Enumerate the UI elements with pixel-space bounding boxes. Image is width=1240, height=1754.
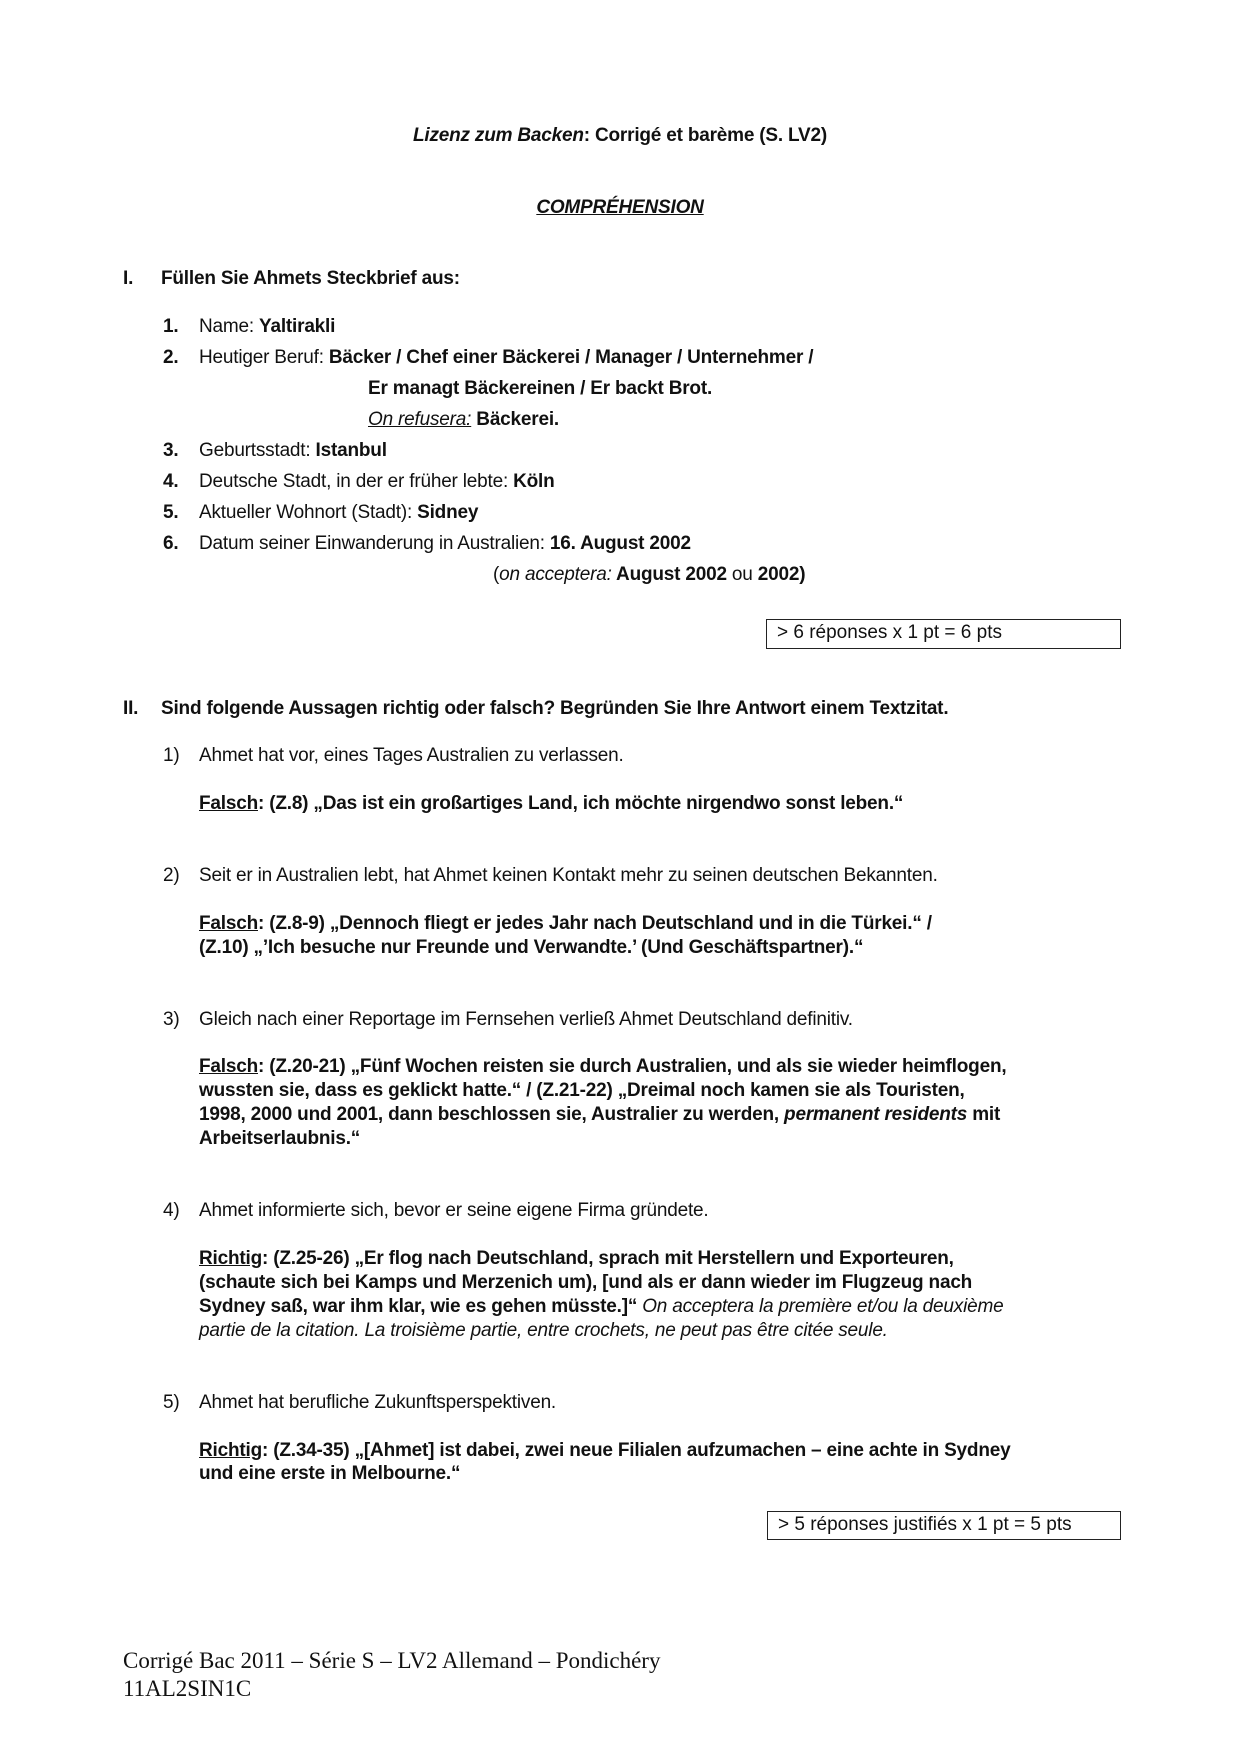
section2-title: Sind folgende Aussagen richtig oder falsch? Begründen Sie Ihre Antwort einem Textzitat.	[161, 698, 949, 719]
refuse-note: On refusera: Bäckerei.	[368, 409, 560, 430]
item-number: 5.	[163, 502, 179, 523]
item-number: 1.	[163, 316, 179, 337]
answer-line: (Z.10) „’Ich besuche nur Freunde und Verwandte.’ (Und Geschäftspartner).“	[199, 937, 864, 958]
answer: Falsch: (Z.20-21) „Fünf Wochen reisten sie durch Australien, und als sie wieder heimflogen,	[199, 1056, 1007, 1077]
list-item: Deutsche Stadt, in der er früher lebte: Köln	[199, 471, 555, 492]
answer-line: wussten sie, dass es geklickt hatte.“ / (Z.21-22) „Dreimal noch kamen sie als Touristen,	[199, 1080, 965, 1101]
score-box-1: > 6 réponses x 1 pt = 6 pts	[766, 619, 1121, 649]
section-heading: COMPRÉHENSION	[536, 197, 704, 218]
title-italic: Lizenz zum Backen	[412, 125, 584, 146]
section1-title: Füllen Sie Ahmets Steckbrief aus:	[161, 268, 460, 289]
answer: Falsch: (Z.8) „Das ist ein großartiges Land, ich möchte nirgendwo sonst leben.“	[199, 793, 904, 814]
statement-number: 2)	[163, 865, 180, 886]
answer-note: partie de la citation. La troisième partie, entre crochets, ne peut pas être citée seule.	[199, 1320, 888, 1341]
item-number: 2.	[163, 347, 179, 368]
answer-line: und eine erste in Melbourne.“	[199, 1463, 461, 1484]
list-item: Heutiger Beruf: Bäcker / Chef einer Bäckerei / Manager / Unternehmer /	[199, 347, 814, 368]
statement-number: 5)	[163, 1392, 180, 1413]
list-item: Aktueller Wohnort (Stadt): Sidney	[199, 502, 479, 523]
item-number: 4.	[163, 471, 179, 492]
answer-line: Sydney saß, war ihm klar, wie es gehen müsste.]“ On acceptera la première et/ou la deuxième	[199, 1296, 1004, 1317]
list-item: Geburtsstadt: Istanbul	[199, 440, 387, 461]
answer-line: Arbeitserlaubnis.“	[199, 1128, 361, 1149]
section2-number: II.	[123, 698, 139, 719]
statement-number: 4)	[163, 1200, 180, 1221]
statement: Gleich nach einer Reportage im Fernsehen verließ Ahmet Deutschland definitiv.	[199, 1009, 853, 1030]
statement-number: 3)	[163, 1009, 180, 1030]
answer: Richtig: (Z.34-35) „[Ahmet] ist dabei, zwei neue Filialen aufzumachen – eine achte in Sydney	[199, 1440, 1011, 1461]
statement: Ahmet hat berufliche Zukunftsperspektiven.	[199, 1392, 557, 1413]
accept-note: (on acceptera: August 2002 ou 2002)	[493, 564, 806, 585]
answer: Richtig: (Z.25-26) „Er flog nach Deutschland, sprach mit Herstellern und Exporteuren,	[199, 1248, 954, 1269]
statement-number: 1)	[163, 745, 180, 766]
section1-number: I.	[123, 268, 134, 289]
answer-line: 1998, 2000 und 2001, dann beschlossen sie, Australier zu werden, permanent residents mit	[199, 1104, 1001, 1125]
list-item: Datum seiner Einwanderung in Australien: 16. August 2002	[199, 533, 691, 554]
footer-code: 11AL2SIN1C	[123, 1676, 252, 1701]
answer-line: (schaute sich bei Kamps und Merzenich um), [und als er dann wieder im Flugzeug nach	[199, 1272, 973, 1293]
item-number: 3.	[163, 440, 179, 461]
title-rest: : Corrigé et barème (S. LV2)	[583, 125, 828, 146]
document-title	[0, 124, 1240, 148]
item-number: 6.	[163, 533, 179, 554]
answer: Falsch: (Z.8-9) „Dennoch fliegt er jedes Jahr nach Deutschland und in die Türkei.“ /	[199, 913, 932, 934]
footer-line-1: Corrigé Bac 2011 – Série S – LV2 Allemand – Pondichéry	[123, 1648, 661, 1673]
statement: Ahmet informierte sich, bevor er seine eigene Firma gründete.	[199, 1200, 709, 1221]
list-item: Name: Yaltirakli	[199, 316, 336, 337]
statement: Seit er in Australien lebt, hat Ahmet keinen Kontakt mehr zu seinen deutschen Bekannten.	[199, 865, 938, 886]
score-box-2: > 5 réponses justifiés x 1 pt = 5 pts	[767, 1511, 1121, 1540]
answer-continuation: Er managt Bäckereinen / Er backt Brot.	[368, 378, 713, 399]
statement: Ahmet hat vor, eines Tages Australien zu verlassen.	[199, 745, 624, 766]
